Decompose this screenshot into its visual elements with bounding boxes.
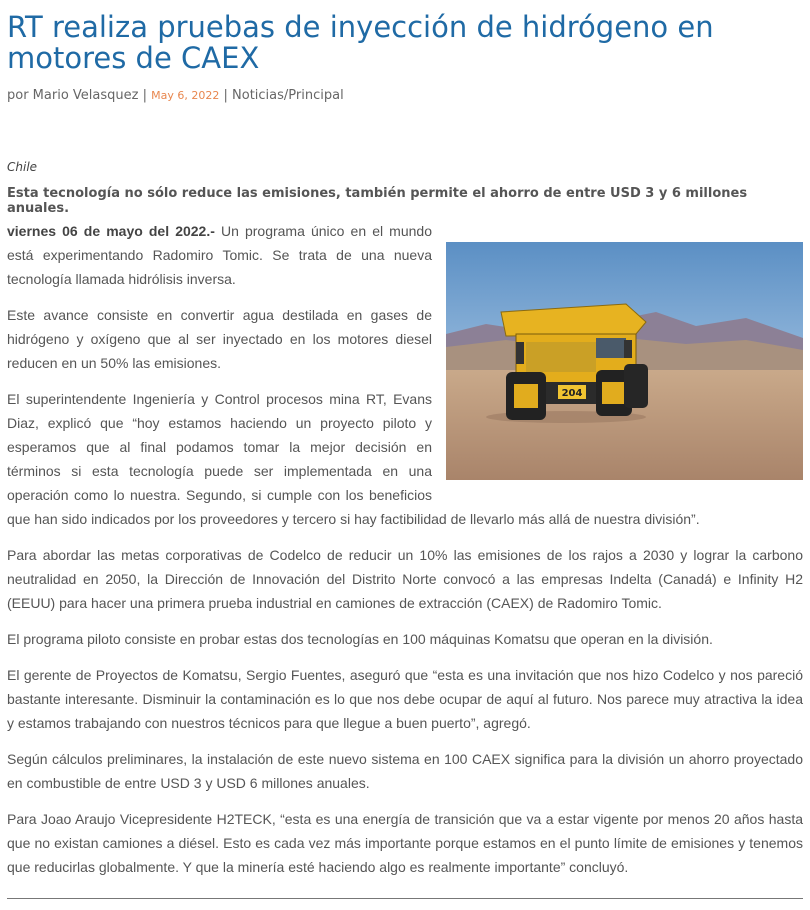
paragraph: Para Joao Araujo Vicepresidente H2TECK, “esta es una energía de transición que va a estar vigente por menos 20 años hasta que no existan camiones a diésel. Esto es cada vez más importante porque estamos en el punto límite de emisiones y tenemos que reducirlas globalmente. Y que la minería esté haciendo algo es realmente importante” concluyó. [7,811,803,875]
meta-separator: | [138,88,152,103]
publish-date: May 6, 2022 [151,89,220,102]
category-link[interactable]: Noticias/Principal [232,88,344,103]
location-label: Chile [7,160,38,174]
article-meta [7,88,344,103]
paragraph: El programa piloto consiste en probar estas dos tecnologías en 100 máquinas Komatsu que operan en la división. [7,631,713,647]
divider [7,898,803,899]
paragraph: Según cálculos preliminares, la instalación de este nuevo sistema en 100 CAEX significa para la división un ahorro proyectado en combustible de entre USD 3 y USD 6 millones anuales. [7,751,803,791]
paragraph: Este avance consiste en convertir agua destilada en gases de hidrógeno y oxígeno que al ser inyectado en los motores diesel reducen en un 50% las emisiones. [7,307,432,371]
paragraph-text: Un programa único en el mundo está experimentando Radomiro Tomic. Se trata de una nueva tecnología llamada hidrólisis inversa. [7,223,432,287]
dateline: viernes 06 de mayo del 2022.- [7,223,215,239]
truck [501,304,648,420]
meta-separator: | [219,88,233,103]
mining-truck-photo [446,242,803,480]
article-body [7,219,803,891]
paragraph: El gerente de Proyectos de Komatsu, Sergio Fuentes, aseguró que “esta es una invitación que nos hizo Codelco y nos pareció bastante interesante. Disminuir la contaminación es lo que nos debe ocupar de aquí al futuro. Nos parece muy atractiva la idea y estamos trabajando con nuestros técnicos para que llegue a buen puerto”, agregó. [7,667,803,731]
author-link[interactable]: por Mario Velasquez [7,88,139,103]
paragraph: El superintendente Ingeniería y Control procesos mina RT, Evans Diaz, explicó que “hoy estamos haciendo un proyecto piloto y esperamos que al final podamos tomar la mejor decisión en términos si esta tecnología puede ser implementada en una operación como lo nuestra. Segundo, si cumple con los beneficios que han sido indicados por los proveedores y tercero si hay factibilidad de llevarlo más allá de nuestra división”. [7,391,700,527]
truck-number: 204 [561,388,583,399]
paragraph: Para abordar las metas corporativas de Codelco de reducir un 10% las emisiones de los rajos a 2030 y lograr la carbono neutralidad en 2050, la Dirección de Innovación del Distrito Norte convocó a las empresas Indelta (Canadá) e Infinity H2 (EEUU) para hacer una primera prueba industrial en camiones de extracción (CAEX) de Radomiro Tomic. [7,547,803,611]
article-title: RT realiza pruebas de inyección de hidrógeno en motores de CAEX [7,10,714,75]
article-lead: Esta tecnología no sólo reduce las emisiones, también permite el ahorro de entre USD 3 y 6 millones anuales. [7,186,748,216]
